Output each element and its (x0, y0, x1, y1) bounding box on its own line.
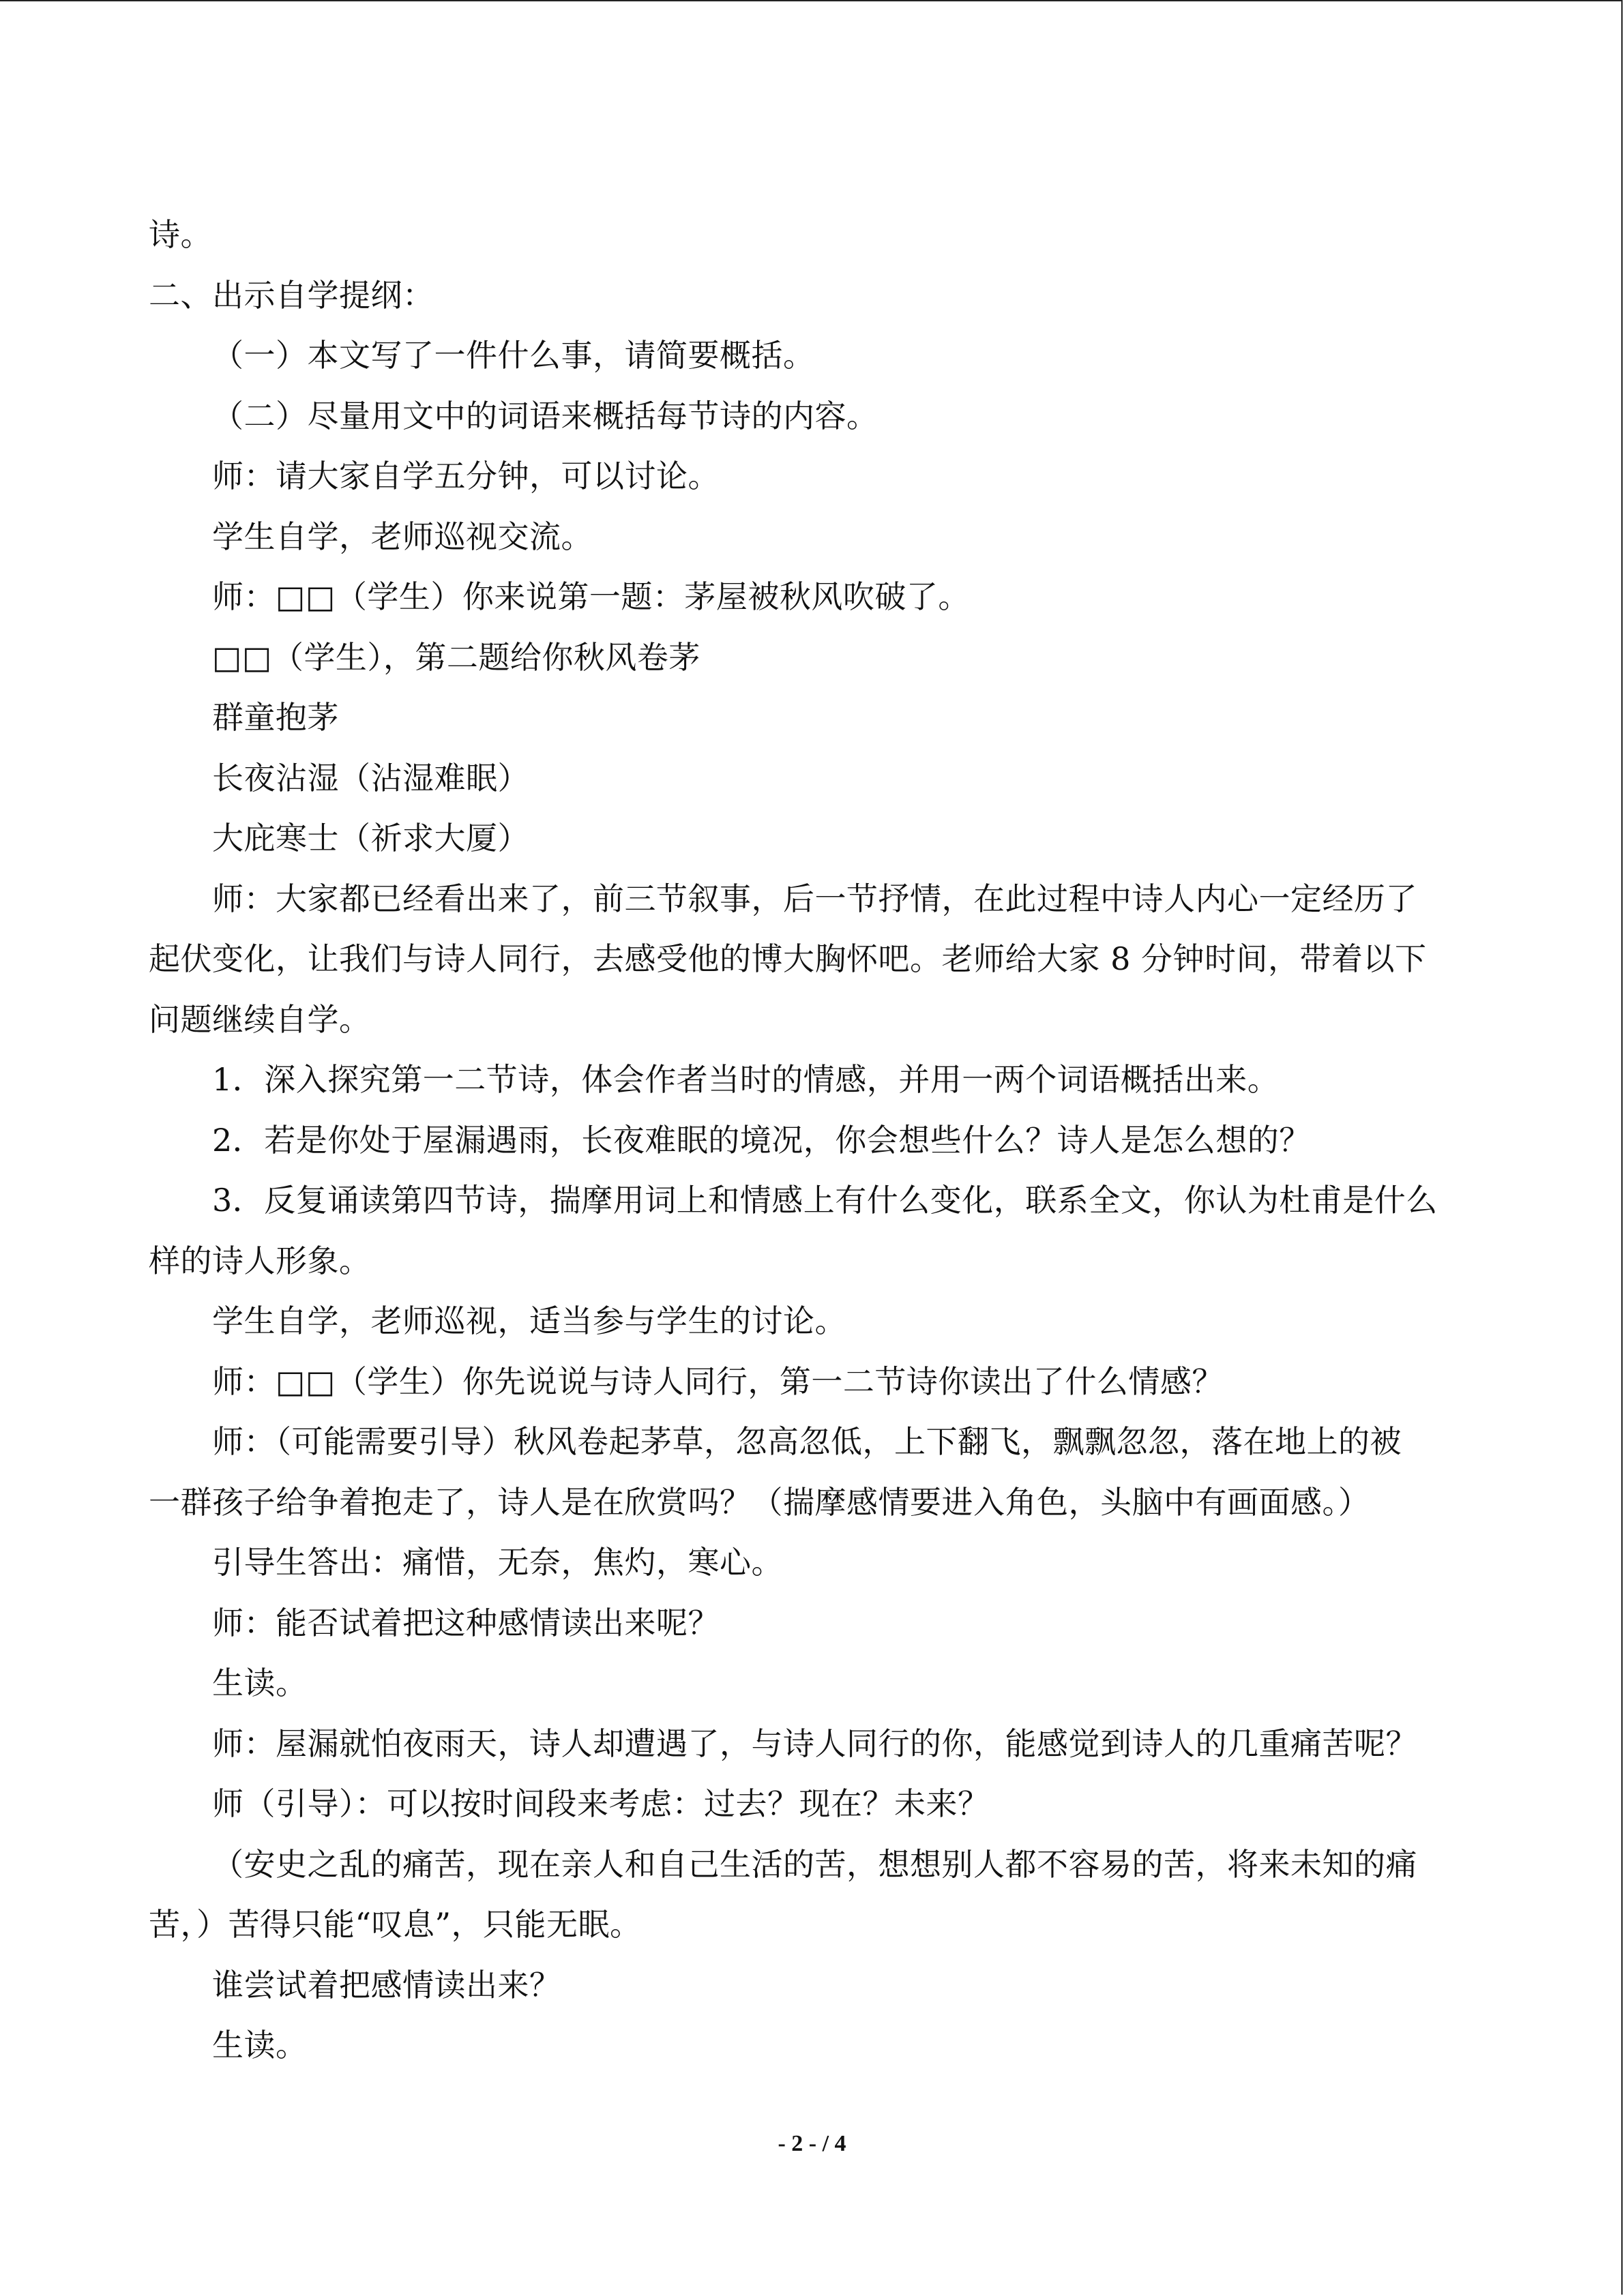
text-line: 师：屋漏就怕夜雨天，诗人却遭遇了，与诗人同行的你，能感觉到诗人的几重痛苦呢？ (212, 1725, 1417, 1762)
text-line: 一群孩子给争着抱走了，诗人是在欣赏吗？（揣摩感情要进入角色，头脑中有画面感。） (149, 1483, 1370, 1521)
document-body (149, 205, 1479, 2076)
outline-item: （二）尽量用文中的词语来概括每节诗的内容。 (212, 397, 879, 434)
section-heading: 二、出示自学提纲： (149, 276, 434, 314)
text-line: 群童抱茅 (212, 699, 339, 736)
text-line: 大庇寒士（祈求大厦） (212, 820, 529, 856)
question-item: 1．深入探究第一二节诗，体会作者当时的情感，并用一两个词语概括出来。 (212, 1061, 1280, 1098)
text-line: 起伏变化，让我们与诗人同行，去感受他的博大胸怀吧。老师给大家 8 分钟时间，带着以下 (149, 940, 1427, 977)
text-line: 生读。 (212, 2027, 308, 2063)
text-line: （安史之乱的痛苦，现在亲人和自己生活的苦，想想别人都不容易的苦，将来未知的痛 (212, 1845, 1417, 1883)
text-line: 谁尝试着把感情读出来？ (212, 1966, 561, 2003)
text-line: 学生自学，老师巡视，适当参与学生的讨论。 (212, 1302, 846, 1339)
text-line: 师：请大家自学五分钟，可以讨论。 (212, 458, 720, 494)
text-line: 问题继续自学。 (149, 1000, 371, 1038)
text-line: 师：□□（学生）你先说说与诗人同行，第一二节诗你读出了什么情感？ (212, 1362, 1224, 1400)
text-line: 师：能否试着把这种感情读出来呢？ (212, 1604, 720, 1641)
text-line: 师：（可能需要引导）秋风卷起茅草，忽高忽低，上下翻飞，飘飘忽忽，落在地上的被 (212, 1423, 1402, 1460)
text-line: 师：大家都已经看出来了，前三节叙事，后一节抒情，在此过程中诗人内心一定经历了 (212, 880, 1417, 917)
question-item: 2．若是你处于屋漏遇雨，长夜难眠的境况，你会想些什么？诗人是怎么想的？ (212, 1121, 1311, 1159)
text-line: 师：□□（学生）你来说第一题：茅屋被秋风吹破了。 (212, 578, 970, 615)
outline-item: （一）本文写了一件什么事，请简要概括。 (212, 337, 815, 374)
text-line: 诗。 (149, 216, 212, 253)
text-line: 长夜沾湿（沾湿难眠） (212, 759, 529, 796)
page-number: - 2 - / 4 (778, 2131, 846, 2156)
text-line: 生读。 (212, 1665, 308, 1701)
question-item: 3．反复诵读第四节诗，揣摩用词上和情感上有什么变化，联系全文，你认为杜甫是什么 (212, 1182, 1438, 1219)
text-line: □□（学生），第二题给你秋风卷茅 (212, 638, 700, 676)
text-line: 师（引导）：可以按时间段来考虑：过去？现在？未来？ (212, 1785, 990, 1822)
text-line: 学生自学，老师巡视交流。 (212, 518, 593, 555)
text-line: 引导生答出：痛惜，无奈，焦灼，寒心。 (212, 1544, 783, 1581)
text-line: 样的诗人形象。 (149, 1242, 371, 1279)
text-line: 苦，）苦得只能“叹息”，只能无眠。 (149, 1906, 642, 1943)
